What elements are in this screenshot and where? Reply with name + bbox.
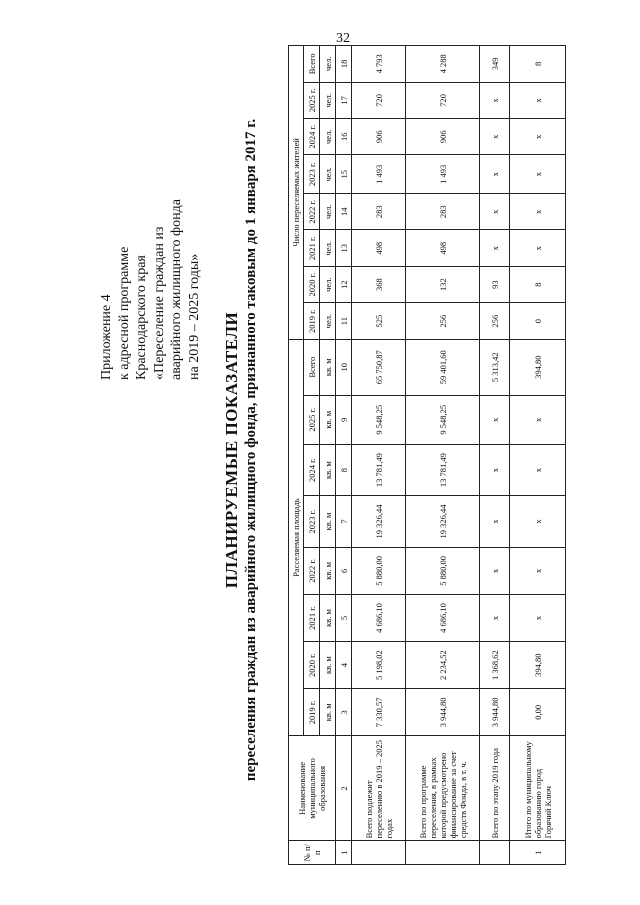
people-cell: 906 <box>406 119 480 155</box>
people-cell: x <box>510 194 566 230</box>
row-num <box>480 841 510 865</box>
appendix-note <box>98 60 203 380</box>
area-cell: x <box>480 444 510 495</box>
unit-header: кв. м <box>320 444 336 495</box>
people-cell: 4 288 <box>406 46 480 83</box>
year-header: Всего <box>304 46 320 83</box>
column-number-row <box>336 46 352 865</box>
people-cell: 498 <box>406 230 480 266</box>
year-header: 2021 г. <box>304 594 320 641</box>
area-cell: x <box>480 547 510 594</box>
year-header: 2019 г. <box>304 689 320 736</box>
unit-header: чел. <box>320 82 336 118</box>
people-cell: 132 <box>406 266 480 302</box>
unit-header: чел. <box>320 119 336 155</box>
people-cell: 1 493 <box>406 155 480 194</box>
row-num: 1 <box>510 841 566 865</box>
column-number: 18 <box>336 46 352 83</box>
unit-header: кв. м <box>320 395 336 444</box>
unit-header: чел. <box>320 46 336 83</box>
year-header: 2024 г. <box>304 444 320 495</box>
indicators-table <box>288 45 566 865</box>
area-cell: 1 368,62 <box>480 642 510 689</box>
column-number: 7 <box>336 496 352 547</box>
people-cell: 906 <box>352 119 406 155</box>
area-cell: 394,80 <box>510 339 566 395</box>
appendix-line: Приложение 4 <box>99 294 114 380</box>
people-cell: x <box>510 82 566 118</box>
header-name: Наименование муниципального образования <box>289 736 336 841</box>
area-cell: x <box>510 594 566 641</box>
appendix-line: «Переселение граждан из <box>151 226 167 380</box>
row-name: Итого по муниципальному образованию город Горячий Ключ <box>510 736 566 841</box>
people-cell: 93 <box>480 266 510 302</box>
area-cell: 59 401,60 <box>406 339 480 395</box>
unit-header: чел. <box>320 303 336 339</box>
people-cell: x <box>480 155 510 194</box>
people-cell: 8 <box>510 46 566 83</box>
year-header: 2025 г. <box>304 395 320 444</box>
people-cell: 525 <box>352 303 406 339</box>
area-cell: 5 880,00 <box>352 547 406 594</box>
row-name: Всего по программе переселения, в рамках которой предусмотрено финансирование за счет средств Фонда, в т. ч. <box>406 736 480 841</box>
area-cell: 9 548,25 <box>352 395 406 444</box>
row-num <box>406 841 480 865</box>
year-header: 2020 г. <box>304 266 320 302</box>
people-cell: x <box>510 155 566 194</box>
column-number: 4 <box>336 642 352 689</box>
row-name: Всего по этапу 2019 года <box>480 736 510 841</box>
document-title: ПЛАНИРУЕМЫЕ ПОКАЗАТЕЛИ <box>222 311 241 589</box>
column-number: 5 <box>336 594 352 641</box>
rotated-page-content <box>0 20 640 880</box>
column-number: 10 <box>336 339 352 395</box>
area-cell: 7 330,57 <box>352 689 406 736</box>
area-cell: 394,80 <box>510 642 566 689</box>
unit-header: кв. м <box>320 339 336 395</box>
column-number: 13 <box>336 230 352 266</box>
year-header: 2021 г. <box>304 230 320 266</box>
row-name: Всего подлежит переселению в 2019 – 2025 годах <box>352 736 406 841</box>
year-header: 2022 г. <box>304 194 320 230</box>
people-cell: 256 <box>480 303 510 339</box>
people-cell: 720 <box>406 82 480 118</box>
people-cell: 4 793 <box>352 46 406 83</box>
area-cell: 13 781,49 <box>406 444 480 495</box>
year-header: 2019 г. <box>304 303 320 339</box>
people-cell: 0 <box>510 303 566 339</box>
table-row <box>406 46 480 865</box>
people-cell: 283 <box>352 194 406 230</box>
unit-header: чел. <box>320 266 336 302</box>
column-number: 15 <box>336 155 352 194</box>
area-cell: x <box>480 594 510 641</box>
column-number: 12 <box>336 266 352 302</box>
document-subtitle: переселения граждан из аварийного жилищного фонда, признанного таковым до 1 января 2017 г. <box>243 118 259 782</box>
unit-header: кв. м <box>320 496 336 547</box>
header-num: № п/п <box>289 841 336 865</box>
area-cell: x <box>480 496 510 547</box>
people-cell: 283 <box>406 194 480 230</box>
area-cell: x <box>510 444 566 495</box>
column-number: 2 <box>336 736 352 841</box>
people-cell: x <box>480 230 510 266</box>
column-number: 3 <box>336 689 352 736</box>
column-number: 14 <box>336 194 352 230</box>
unit-header: кв. м <box>320 642 336 689</box>
appendix-line: на 2019 – 2025 годы» <box>186 253 202 380</box>
unit-header: чел. <box>320 155 336 194</box>
row-num <box>352 841 406 865</box>
area-cell: x <box>510 547 566 594</box>
table-row <box>352 46 406 865</box>
area-cell: 5 198,02 <box>352 642 406 689</box>
area-cell: 4 686,10 <box>352 594 406 641</box>
area-cell: x <box>510 395 566 444</box>
year-header: 2024 г. <box>304 119 320 155</box>
people-cell: x <box>480 82 510 118</box>
area-cell: 19 326,44 <box>352 496 406 547</box>
header-area-group: Расселяемая площадь <box>289 339 304 736</box>
people-cell: x <box>480 119 510 155</box>
people-cell: 1 493 <box>352 155 406 194</box>
area-cell: 9 548,25 <box>406 395 480 444</box>
table-row <box>510 46 566 865</box>
column-number: 1 <box>336 841 352 865</box>
appendix-line: Краснодарского края <box>134 255 149 380</box>
year-header: 2022 г. <box>304 547 320 594</box>
year-header: 2025 г. <box>304 82 320 118</box>
area-cell: 3 944,80 <box>406 689 480 736</box>
area-cell: 5 313,42 <box>480 339 510 395</box>
people-cell: 349 <box>480 46 510 83</box>
table-row <box>480 46 510 865</box>
area-cell: 2 234,52 <box>406 642 480 689</box>
year-header: 2020 г. <box>304 642 320 689</box>
year-header: 2023 г. <box>304 155 320 194</box>
people-cell: x <box>510 230 566 266</box>
area-cell: x <box>480 395 510 444</box>
area-cell: 5 880,00 <box>406 547 480 594</box>
page-number: 32 <box>336 31 350 46</box>
area-cell: 0,00 <box>510 689 566 736</box>
unit-header: кв. м <box>320 547 336 594</box>
people-cell: 368 <box>352 266 406 302</box>
appendix-line: аварийного жилищного фонда <box>169 199 184 380</box>
people-cell: 8 <box>510 266 566 302</box>
area-cell: 65 750,87 <box>352 339 406 395</box>
unit-header: кв. м <box>320 594 336 641</box>
column-number: 11 <box>336 303 352 339</box>
people-cell: x <box>480 194 510 230</box>
area-cell: 3 944,80 <box>480 689 510 736</box>
unit-header: кв. м <box>320 689 336 736</box>
column-number: 6 <box>336 547 352 594</box>
people-cell: 720 <box>352 82 406 118</box>
appendix-line: к адресной программе <box>116 246 132 380</box>
year-header: 2023 г. <box>304 496 320 547</box>
column-number: 8 <box>336 444 352 495</box>
people-cell: 256 <box>406 303 480 339</box>
unit-header: чел. <box>320 194 336 230</box>
people-cell: 498 <box>352 230 406 266</box>
area-cell: 19 326,44 <box>406 496 480 547</box>
column-number: 17 <box>336 82 352 118</box>
area-cell: x <box>510 496 566 547</box>
people-cell: x <box>510 119 566 155</box>
area-cell: 13 781,49 <box>352 444 406 495</box>
year-header: Всего <box>304 339 320 395</box>
header-people-group: Число переселяемых жителей <box>289 46 304 340</box>
column-number: 16 <box>336 119 352 155</box>
unit-header: чел. <box>320 230 336 266</box>
column-number: 9 <box>336 395 352 444</box>
area-cell: 4 686,10 <box>406 594 480 641</box>
